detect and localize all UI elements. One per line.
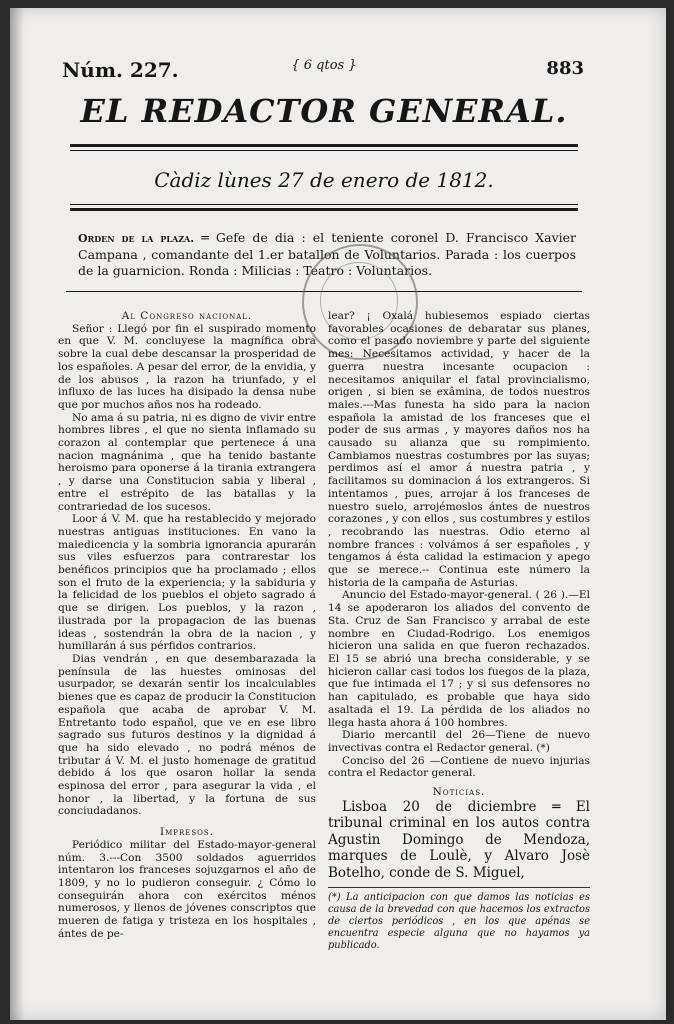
impresos-heading: Impresos. [159,826,215,839]
footnote: (*) La anticipacion con que damos las noticias es causa de la brevedad con que hacemos los extractos de ciertos periódicos , en los que apénas se encuentra especie alguna que no hayamos ya publicado. [328,887,590,952]
issue-number: Núm. 227. [62,58,179,82]
newspaper-title: EL REDACTOR GENERAL. [80,92,568,130]
noticias-heading: Noticias. [432,786,486,799]
impresos-paragraph: Periódico militar del Estado-mayor-general núm. 3.---Con 3500 soldados aguerridos intentaron los franceses sojuzgarnos el año de 1809, y no lo pudieron conseguir. ¿ Cómo lo conseguirán ahora con exércitos ménos numerosos, y llenos de jóvenes conscriptos que mueren de fatiga y tristeza en los hospitales , ántes de pe- [58,838,316,940]
left-column [58,310,316,940]
continuation-paragraph: lear? ¡ Oxalá hubiesemos espiado ciertas favorables ocasiones de debaratar sus planes, como el pasado noviembre y parte del siguiente mes: Necesitamos actividad, y hacer de la guerra nuestra incesante ocupacion : necesitamos aniquilar el fatal provincialismo, origen , si bien se exâmina, de todos nuestros males.---Mas funesta ha sido para la nacion española la amistad de los franceses que el poder de sus armas , y mayores daños nos ha causado su alianza que su rompimiento. Cambiamos nuestras costumbres por las suyas; perdimos así el amor á nuestra patria , y facilitamos su dominacion á los extrangeros. Si intentamos , pues, arrojar á los franceses de nuestro suelo, arrojémoslos ántes de nuestros corazones , y con ellos , sus costumbres y estilos , recobrando las nuestras. Odio eterno al nombre frances : volvámos á ser españoles , y tengamos á ésta calidad la estimacion y apego que se merece.-- Continua este número la historia de la campaña de Asturias. [328,310,590,589]
page-number: 883 [546,58,584,79]
title-rule-thin [70,150,578,151]
conciso-paragraph: Conciso del 26 —Contiene de nuevo injurias contra el Redactor general. [328,754,590,780]
letter-paragraph: Dias vendrán , en que desembarazada la península de las huestes ominosas del usurpador, se dexarán sentir los incalculables bienes que es capaz de producir la Constitucion española que acaba de aprobar V. M. Entretanto todo español, que ve en ese libro sagrado sus futuros destinos y la dignidad á que ha sido elevado , no podrá ménos de tributar á V. M. el justo homenage de gratitud debido á los que osaron hollar la senda espinosa del error , para asegurar la vida , el honor , la libertad, y la fortuna de sus conciudadanos. [58,652,317,818]
masthead-header [60,52,588,88]
letter-paragraph: No ama á su patria, ni es digno de vivir entre hombres libres , el que no sienta inflamado su corazon al contemplar que pertenece á una nacion magnánima , que ha tenido bastante heroismo para oponerse á la tirania extrangera , y darse una Constitucion sabia y liberal , entre el estrépito de las batallas y la contrariedad de los sucesos. [58,411,316,513]
letter-paragraph: Señor : Llegó por fin el suspirado momento en que V. M. concluyese la magnífica obra sobre la cual debe descansar la prosperidad de los españoles. A pesar del error, de la envidia, y de los abusos , la razon ha triunfado, y el influxo de las luces ha disipado la densa nube que por muchos años nos ha rodeado. [58,322,316,411]
orden-text: ═ Gefe de dia : el teniente coronel D. Francisco Xavier Campana , comandante del 1.er batallon de Voluntarios. Parada : los cuerpos de la guarnicion. Ronda : Milicias : Teatro : Voluntarios. [78,230,576,278]
title-rule-top [70,144,578,147]
noticias-paragraph: Lisboa 20 de diciembre ═ El tribunal criminal en los autos contra Agustin Domingo de Mendoza, marques de Loulè, y Alvaro Josè Botelho, conde de S. Miguel, [328,798,590,881]
dateline-rule-thick [70,208,578,211]
orden-label: Orden de la plaza. [78,232,195,245]
page-fold-shadow [10,8,24,1020]
letter-heading: Al Congreso nacional. [121,310,253,322]
issue-price: { 6 qtos } [291,58,357,73]
anuncio-paragraph: Anuncio del Estado-mayor-general. ( 26 ).—El 14 se apoderaron los aliados del convento de Sta. Cruz de San Francisco y arrabal de este nombre en Ciudad-Rodrigo. Los enemigos hicieron una salida en que fueron rechazados. El 15 se abrió una brecha considerable, y se hicieron callar casi todos los fuegos de la plaza, que fue intimada el 17 ; y si sus defensores no han capitulado, es probable que haya sido asaltada el 19. La pérdida de los aliados no llega hasta ahora á 100 hombres. [328,589,590,729]
dateline: Càdiz lùnes 27 de enero de 1812. [154,168,494,192]
letter-paragraph: Loor á V. M. que ha restablecido y mejorado nuestras antiguas instituciones. En vano la maledicencia y la sombria ignorancia apurarán sus viles esfuerzos para contrarestar los benéficos principios que ha proclamado ; ellos son el fruto de la experiencia; y la sabiduria y la felicidad de los pueblos el objeto sagrado á que se dirigen. Los pueblos, y la razon , ilustrada por la propagacion de las buenas ideas , sostendrán la obra de la nacion , y humillarán á sus pérfidos contrarios. [58,513,316,653]
right-column [328,310,590,952]
dateline-rule-thin [70,204,578,205]
diario-paragraph: Diario mercantil del 26—Tiene de nuevo invectivas contra el Redactor general. (*) [328,729,590,754]
newspaper-page [10,8,666,1020]
